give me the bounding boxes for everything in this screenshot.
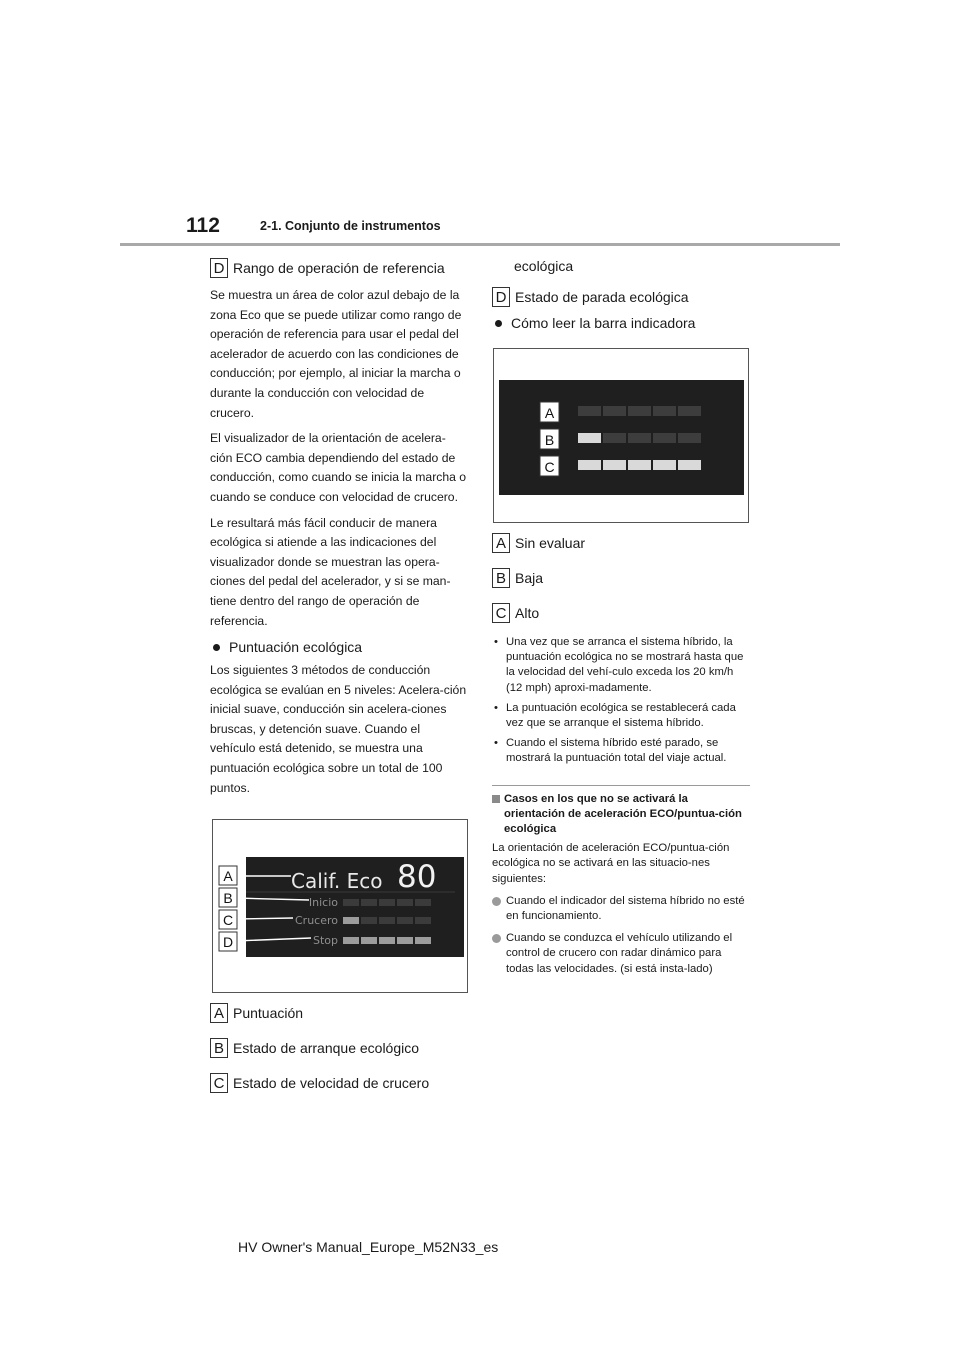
eco-figure-legend xyxy=(210,1003,468,1093)
level-segment xyxy=(379,917,395,924)
level-segment xyxy=(653,433,676,443)
square-bullet-icon xyxy=(492,795,500,803)
paragraph: Los siguientes 3 métodos de conducción ecológica se evalúan en 5 niveles: Acelera-ción inicial suave, conducción sin acelera-ciones bruscas, y detención suave. Cuando el vehículo está detenido, se muestra una puntuación ecológica sobre un total de 100 puntos. xyxy=(210,663,467,795)
row-label-crucero: Crucero xyxy=(294,914,338,927)
callout-letter: C xyxy=(492,603,510,623)
level-segment xyxy=(379,899,395,906)
footer-text: HV Owner's Manual_Europe_M52N33_es xyxy=(238,1239,499,1255)
heading-text: Cómo leer la barra indicadora xyxy=(511,315,696,331)
callout-c: C xyxy=(544,459,555,475)
level-segment xyxy=(603,433,626,443)
case-item xyxy=(492,894,750,924)
continued-label: ecológica xyxy=(514,258,574,274)
level-segment xyxy=(343,917,359,924)
level-segment xyxy=(603,406,626,416)
callout-a: A xyxy=(544,405,555,421)
level-segment xyxy=(343,899,359,906)
subsection-divider xyxy=(492,785,750,786)
level-segment xyxy=(628,460,651,470)
page-number: 112 xyxy=(186,214,220,237)
case-item xyxy=(492,931,750,977)
legend-item xyxy=(210,1038,468,1058)
callout-d: D xyxy=(222,934,234,950)
note-item: • Una vez que se arranca el sistema híbrido, la puntuación ecológica no se mostrará hasta que la velocidad del vehí-culo exceda los 20 km/h (12 mph) aproxi-madamente. xyxy=(492,635,750,696)
circle-bullet-icon xyxy=(492,934,501,943)
notes-list xyxy=(492,635,750,767)
level-segment xyxy=(415,937,431,944)
item-label: Estado de parada ecológica xyxy=(515,289,689,305)
level-segment xyxy=(361,937,377,944)
callout-letter: D xyxy=(492,287,510,307)
bar-heading xyxy=(492,313,750,333)
callout-letter: B xyxy=(210,1038,228,1058)
note-item: • Cuando el sistema híbrido esté parado, se mostrará la puntuación total del viaje actual. xyxy=(492,736,750,766)
callout-letter: D xyxy=(210,258,228,278)
eco-callouts xyxy=(219,866,237,951)
heading-text: Casos en los que no se activará la orientación de aceleración ECO/puntua-ción ecológica xyxy=(504,792,742,836)
section-title: 2-1. Conjunto de instrumentos xyxy=(260,219,441,233)
note-item: • La puntuación ecológica se restablecerá cada vez que se arranque el sistema híbrido. xyxy=(492,701,750,731)
level-segment xyxy=(578,406,601,416)
legend-label: Baja xyxy=(515,570,544,586)
row-label-stop: Stop xyxy=(312,934,338,947)
cases-intro: La orientación de aceleración ECO/puntua-ción ecológica no se activará en las situacio-nes siguientes: xyxy=(492,842,730,885)
right-column-bottom xyxy=(492,533,750,984)
level-segment xyxy=(361,899,377,906)
legend-item xyxy=(210,1003,468,1023)
score-heading xyxy=(210,637,468,657)
cases-list xyxy=(492,894,750,977)
cases-heading xyxy=(492,792,750,838)
level-segment xyxy=(678,406,701,416)
legend-item xyxy=(210,1073,468,1093)
bullet-icon xyxy=(213,644,220,651)
level-segment xyxy=(397,899,413,906)
case-text: Cuando se conduzca el vehículo utilizando el control de crucero con radar dinámico para todas las velocidades. (si está insta-lado) xyxy=(506,932,733,975)
eco-score-value: 80 xyxy=(397,859,437,895)
legend-label: Estado de arranque ecológico xyxy=(233,1040,420,1056)
level-segment xyxy=(415,899,431,906)
indicator-bar-figure xyxy=(493,348,749,523)
legend-label: Alto xyxy=(515,605,540,621)
header-divider xyxy=(120,243,840,246)
legend-item xyxy=(492,533,750,553)
eco-title: Calif. Eco xyxy=(291,869,383,893)
left-column xyxy=(210,258,468,798)
callout-letter: A xyxy=(210,1003,228,1023)
callout-letter: A xyxy=(492,533,510,553)
callout-b: B xyxy=(544,432,555,448)
level-segment xyxy=(397,937,413,944)
bar-callouts xyxy=(540,402,559,476)
level-segment xyxy=(578,460,601,470)
level-segment xyxy=(343,937,359,944)
callout-letter: B xyxy=(492,568,510,588)
callout-letter: C xyxy=(210,1073,228,1093)
legend-label: Puntuación xyxy=(233,1005,304,1021)
paragraph: Le resultará más fácil conducir de manera ecológica si atiende a las indicaciones del visualizador donde se muestran las opera-ciones del pedal del acelerador, y si se man-tiene dentro del rango de operación de referencia. xyxy=(210,515,451,628)
eco-level-segments xyxy=(343,899,431,944)
circle-bullet-icon xyxy=(492,897,501,906)
item-label: Rango de operación de referencia xyxy=(233,260,445,276)
row-label-inicio: Inicio xyxy=(308,896,338,909)
callout-a: A xyxy=(223,868,233,884)
bullet-icon xyxy=(495,320,502,327)
level-segment xyxy=(603,460,626,470)
legend-label: Estado de velocidad de crucero xyxy=(233,1075,430,1091)
indicator-bar-display xyxy=(494,349,748,522)
eco-score-display xyxy=(213,820,467,992)
item-d-eco-stop xyxy=(492,287,750,307)
right-column-top xyxy=(492,256,750,333)
level-segment xyxy=(397,917,413,924)
legend-label: Sin evaluar xyxy=(515,535,586,551)
level-segment xyxy=(379,937,395,944)
legend-item xyxy=(492,568,750,588)
level-segment xyxy=(653,460,676,470)
level-segment xyxy=(628,406,651,416)
heading-text: Puntuación ecológica xyxy=(229,639,363,656)
paragraph: El visualizador de la orientación de acelera-ción ECO cambia dependiendo del estado de conducción, como cuando se inicia la marcha o cuando se conduce con velocidad de crucero. xyxy=(210,431,467,504)
level-segment xyxy=(678,460,701,470)
eco-score-figure xyxy=(212,819,468,993)
level-segment xyxy=(415,917,431,924)
paragraph: Se muestra un área de color azul debajo de la zona Eco que se puede utilizar como rango de operación de referencia para usar el pedal del acelerador de acuerdo con las condiciones de conducción; por ejemplo, al iniciar la marcha o durante la conducción con velocidad de crucero. xyxy=(210,288,462,420)
level-segment xyxy=(578,433,601,443)
level-segment xyxy=(361,917,377,924)
bar-level-segments xyxy=(578,406,701,470)
level-segment xyxy=(653,406,676,416)
item-d-reference-range xyxy=(210,258,468,278)
callout-c: C xyxy=(222,912,234,928)
level-segment xyxy=(628,433,651,443)
level-segment xyxy=(678,433,701,443)
callout-b: B xyxy=(223,890,233,906)
legend-item xyxy=(492,603,750,623)
case-text: Cuando el indicador del sistema híbrido no esté en funcionamiento. xyxy=(506,894,745,923)
